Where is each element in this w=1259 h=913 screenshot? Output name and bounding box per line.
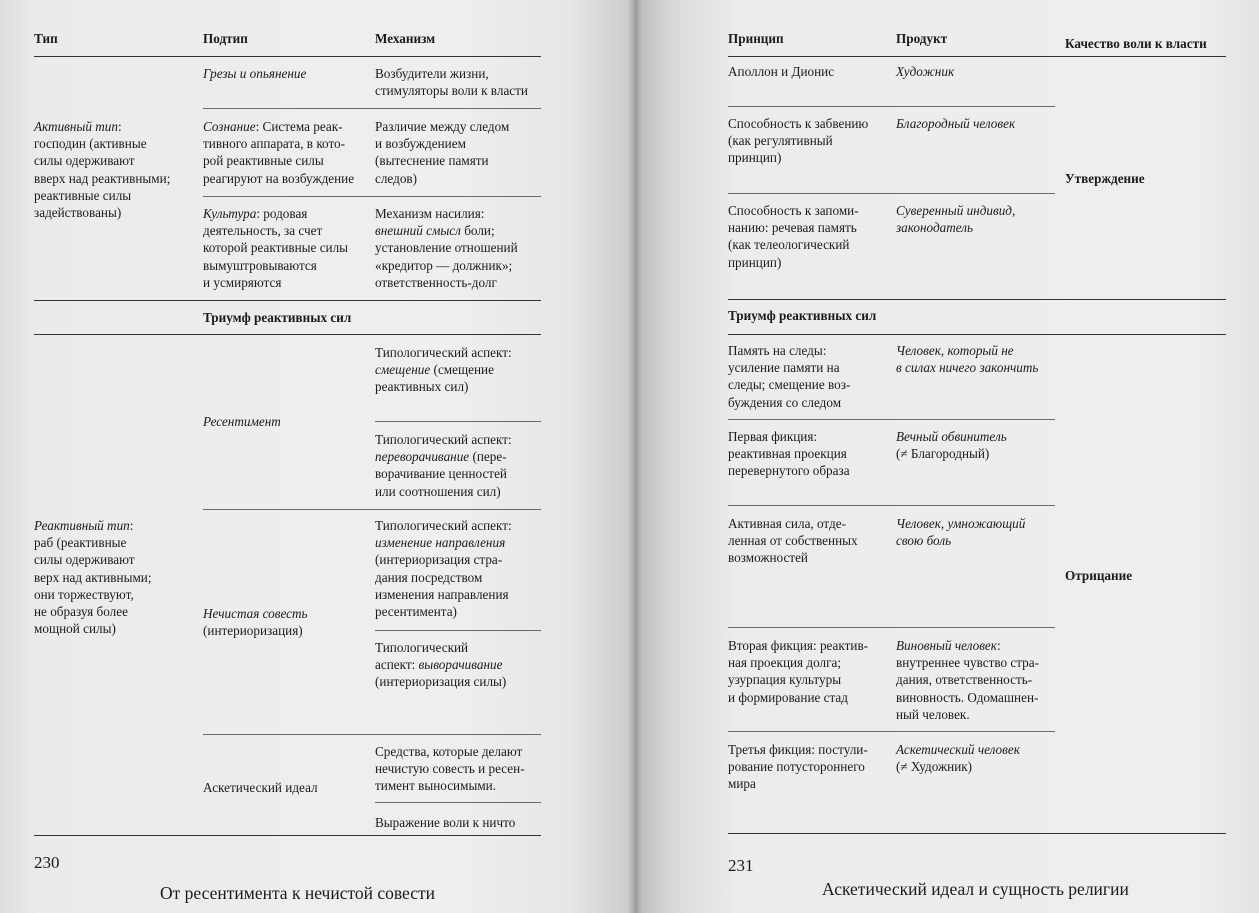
section-rule [728, 299, 1226, 300]
footer-right: Аскетический идеал и сущность религии [822, 879, 1129, 899]
reactive-type-cell: Реактивный тип: раб (реактивные силы одерживают верх над активными; они торжествуют, не образуя более мощной силы) [34, 518, 152, 637]
principle-trace-memory: Память на следы: усиление памяти на следы; смещение воз- буждения со следом [728, 343, 851, 410]
product-noble-man: Благородный человек [896, 116, 1016, 131]
row-rule [728, 731, 1055, 732]
bottom-rule [728, 833, 1226, 834]
subtype-bad-conscience: Нечистая совесть (интериоризация) [203, 606, 308, 639]
header-quality: Качество воли к власти [1065, 36, 1207, 51]
triumph-header: Триумф реактивных сил [203, 310, 352, 325]
quality-affirmation: Утверждение [1065, 171, 1145, 186]
header-rule [34, 56, 541, 57]
principle-second-fiction: Вторая фикция: реактив- ная проекция долга; узурпация культуры и формирование стад [728, 638, 869, 705]
product-artist: Художник [896, 64, 955, 79]
principle-first-fiction: Первая фикция: реактивная проекция перевернутого образа [728, 429, 850, 479]
row-rule [203, 734, 541, 735]
header-rule [728, 56, 1226, 57]
row-rule [375, 630, 541, 631]
mechanism-will-to-nothing: Выражение воли к ничто [375, 815, 516, 830]
principle-forgetting: Способность к забвению (как регулятивный принцип) [728, 116, 869, 166]
row-rule [203, 196, 541, 197]
product-ascetic-man: Аскетический человек (≠ Художник) [896, 742, 1020, 775]
product-sovereign: Суверенный индивид, законодатель [896, 203, 1016, 236]
row-rule [203, 509, 541, 510]
header-principle: Принцип [728, 31, 784, 46]
product-pain-multiplier: Человек, умножающий свою боль [896, 516, 1026, 549]
subtype-consciousness: Сознание: Система реак- тивного аппарата, в кото- рой реактивные силы реагируют на возбуждение [203, 119, 355, 186]
active-type-cell: Активный тип: господин (активные силы одерживают вверх над реактивными; реактивные силы задействованы) [34, 119, 171, 221]
principle-apollo-dionysus: Аполлон и Дионис [728, 64, 835, 79]
header-mechanism: Механизм [375, 31, 436, 46]
row-rule [203, 108, 541, 109]
section-rule [34, 300, 541, 301]
row-rule [728, 505, 1055, 506]
product-unfinishing-man: Человек, который не в силах ничего закончить [896, 343, 1039, 376]
section-rule [728, 334, 1226, 335]
page-number-right: 231 [728, 856, 754, 875]
mechanism-dreams: Возбудители жизни, стимуляторы воли к власти [375, 66, 528, 99]
footer-left: От ресентимента к нечистой совести [160, 883, 436, 903]
header-subtype: Подтип [203, 31, 248, 46]
page-number-left: 230 [34, 853, 60, 872]
subtype-dreams: Грезы и опьянение [203, 66, 307, 81]
row-rule [728, 627, 1055, 628]
row-rule [728, 419, 1055, 420]
header-product: Продукт [896, 31, 948, 46]
product-guilty-man: Виновный человек: внутреннее чувство стра- дания, ответственность- виновность. Одомашнен- ный человек. [896, 638, 1040, 722]
principle-memory: Способность к запоми- нанию: речевая память (как телеологический принцип) [728, 203, 859, 270]
mechanism-reversal: Типологический аспект: переворачивание (пере- ворачивание ценностей или соотношения сил) [375, 432, 512, 499]
right-page [635, 0, 1259, 913]
mechanism-redirection: Типологический аспект: изменение направления (интериоризация стра- дания посредством изменения направления ресентимента) [375, 518, 512, 620]
subtype-ressentiment: Ресентимент [203, 414, 281, 429]
triumph-header-right: Триумф реактивных сил [728, 308, 877, 323]
principle-separated-force: Активная сила, отде- ленная от собственных возможностей [728, 516, 858, 566]
mechanism-culture: Механизм насилия: внешний смысл боли; установление отношений «кредитор — должник»; ответственность-долг [375, 206, 518, 290]
row-rule [728, 193, 1055, 194]
quality-negation: Отрицание [1065, 568, 1133, 583]
row-rule [375, 802, 541, 803]
book-spine-shadow [628, 0, 642, 913]
product-eternal-accuser: Вечный обвинитель (≠ Благородный) [896, 429, 1007, 462]
row-rule [728, 106, 1055, 107]
subtype-ascetic-ideal: Аскетический идеал [203, 780, 318, 795]
principle-third-fiction: Третья фикция: постули- рование потустороннего мира [728, 742, 868, 792]
mechanism-consciousness: Различие между следом и возбуждением (вытеснение памяти следов) [375, 119, 510, 186]
mechanism-ascetic-means: Средства, которые делают нечистую совесть и ресен- тимент выносимыми. [375, 744, 525, 794]
row-rule [375, 421, 541, 422]
header-type: Тип [34, 31, 58, 46]
mechanism-inversion: Типологический аспект: выворачивание (интериоризация силы) [375, 640, 507, 690]
active-type-name: Активный тип [34, 119, 118, 134]
bottom-rule [34, 835, 541, 836]
section-rule [34, 334, 541, 335]
reactive-type-name: Реактивный тип [34, 518, 130, 533]
subtype-culture: Культура: родовая деятельность, за счет которой реактивные силы вымуштровываются и усмиряются [203, 206, 349, 290]
mechanism-displacement: Типологический аспект: смещение (смещение реактивных сил) [375, 345, 512, 395]
